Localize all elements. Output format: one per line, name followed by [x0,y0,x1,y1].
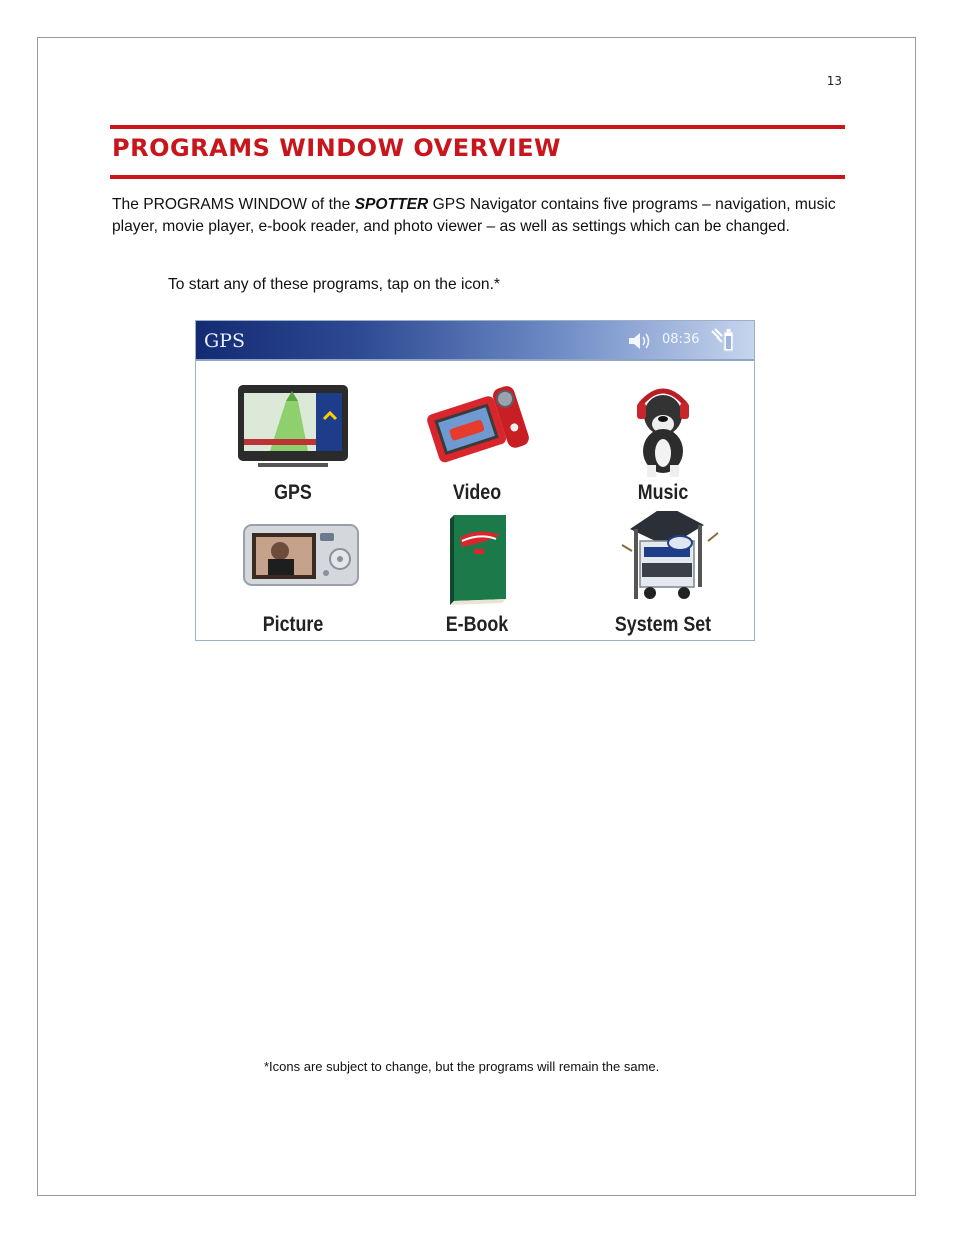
speaker-icon[interactable] [628,331,654,351]
heading-top-rule [110,125,845,129]
gps-device-icon [208,379,378,479]
dog-headphones-icon [578,379,748,479]
race-hauler-icon [578,511,748,611]
instruction-text: To start any of these programs, tap on the icon.* [168,276,500,293]
program-label: Picture [262,613,324,636]
program-tile-gps[interactable] [208,379,378,514]
brand-name: SPOTTER [354,196,429,213]
program-tile-picture[interactable] [208,511,378,646]
program-label: System Set [614,613,712,636]
page-number: 13 [826,74,842,88]
window-title: GPS [204,330,245,352]
program-label: Video [452,481,502,504]
program-label: Music [637,481,689,504]
program-tile-music[interactable] [578,379,748,514]
program-label: E-Book [445,613,509,636]
battery-charging-icon [710,327,740,355]
green-book-icon [392,511,562,611]
intro-text-start: The PROGRAMS WINDOW of the [112,196,355,213]
intro-paragraph [112,194,837,238]
intro-text-end: GPS Navigator contains five programs – navigation, music player, movie player, e-book reader, and photo viewer – as well as settings which can be changed. [112,196,836,235]
program-tile-ebook[interactable] [392,511,562,646]
heading-bottom-rule [110,175,845,179]
digital-camera-icon [208,511,378,611]
footnote: *Icons are subject to change, but the programs will remain the same. [264,1059,660,1074]
programs-window-screenshot [195,320,755,641]
program-tile-video[interactable] [392,379,562,514]
clock: 08:36 [662,332,700,347]
title-bar [196,321,754,361]
program-tile-system-set[interactable] [578,511,748,646]
program-label: GPS [274,481,312,504]
video-camera-icon [392,379,562,479]
section-heading: PROGRAMS WINDOW OVERVIEW [112,134,561,162]
